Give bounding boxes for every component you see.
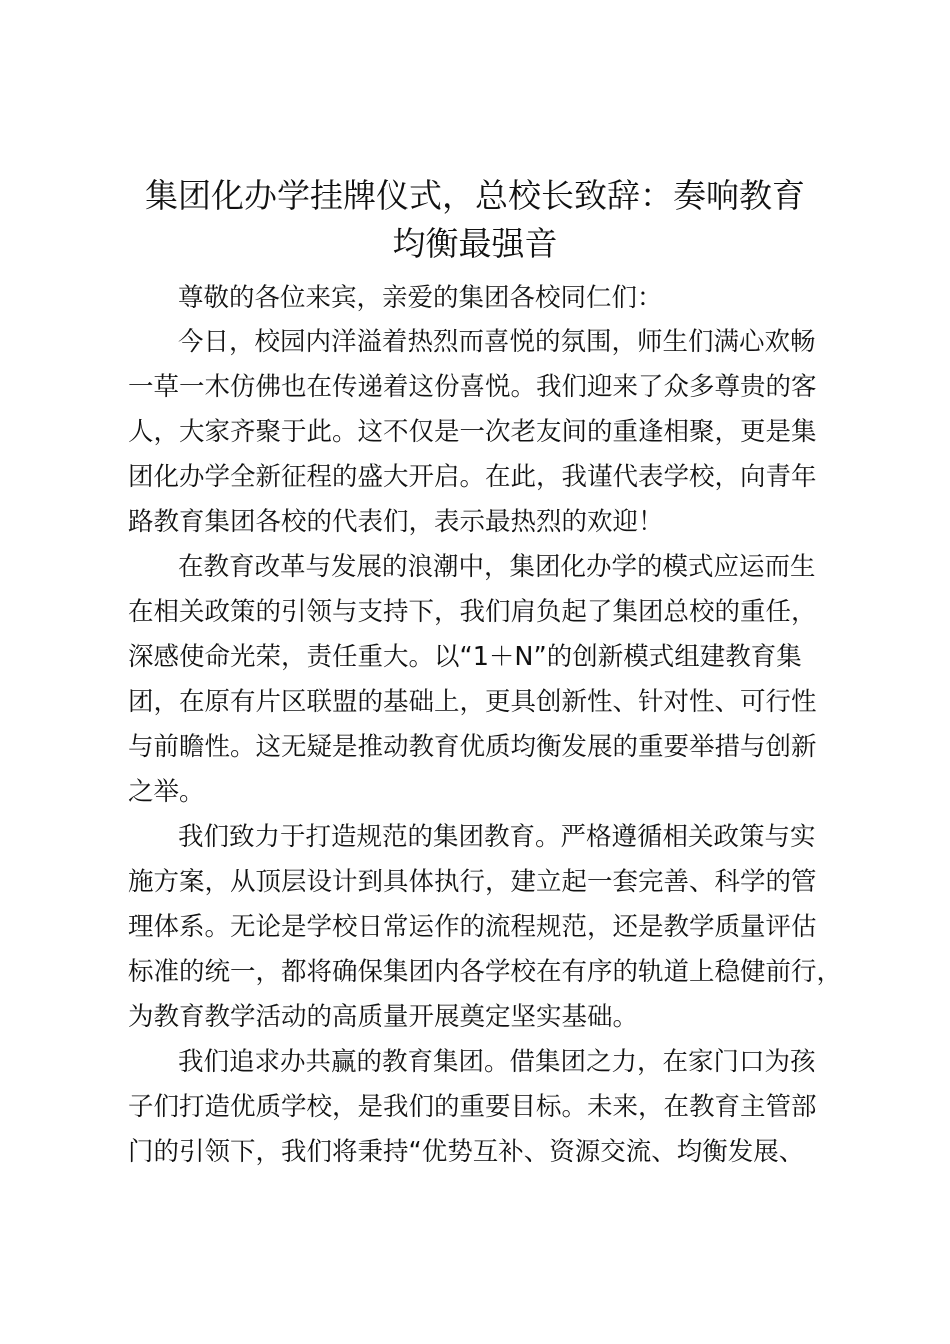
paragraph-2-line: 深感使命光荣，责任重大。以“1＋N”的创新模式组建教育集 — [128, 642, 802, 672]
paragraph-3-line: 理体系。无论是学校日常运作的流程规范，还是教学质量评估 — [128, 912, 817, 942]
paragraph-2-line: 团，在原有片区联盟的基础上，更具创新性、针对性、可行性 — [128, 687, 817, 717]
salutation: 尊敬的各位来宾，亲爱的集团各校同仁们： — [178, 283, 663, 313]
paragraph-3-line: 我们致力于打造规范的集团教育。严格遵循相关政策与实 — [178, 822, 816, 852]
paragraph-3-line: 为教育教学活动的高质量开展奠定坚实基础。 — [128, 1002, 639, 1032]
paragraph-4-line: 我们追求办共赢的教育集团。借集团之力，在家门口为孩 — [178, 1047, 816, 1077]
paragraph-1-line: 今日，校园内洋溢着热烈而喜悦的氛围，师生们满心欢畅 — [178, 327, 816, 357]
document-title-line-2: 均衡最强音 — [392, 224, 558, 263]
paragraph-1-line: 路教育集团各校的代表们，表示最热烈的欢迎！ — [128, 507, 664, 537]
document-title-line-1: 集团化办学挂牌仪式，总校长致辞：奏响教育 — [145, 176, 805, 215]
paragraph-2-line: 与前瞻性。这无疑是推动教育优质均衡发展的重要举措与创新 — [128, 732, 817, 762]
paragraph-2-line: 之举。 — [128, 777, 205, 807]
paragraph-2-line: 在教育改革与发展的浪潮中，集团化办学的模式应运而生 — [178, 552, 816, 582]
paragraph-1-line: 团化办学全新征程的盛大开启。在此，我谨代表学校，向青年 — [128, 462, 817, 492]
paragraph-3-line: 施方案，从顶层设计到具体执行，建立起一套完善、科学的管 — [128, 867, 817, 897]
paragraph-4-line: 子们打造优质学校，是我们的重要目标。未来，在教育主管部 — [128, 1092, 817, 1122]
paragraph-1-line: 一草一木仿佛也在传递着这份喜悦。我们迎来了众多尊贵的客 — [128, 372, 817, 402]
paragraph-1-line: 人，大家齐聚于此。这不仅是一次老友间的重逢相聚，更是集 — [128, 417, 817, 447]
paragraph-4-line: 门的引领下，我们将秉持“优势互补、资源交流、均衡发展、 — [128, 1137, 805, 1167]
paragraph-2-line: 在相关政策的引领与支持下，我们肩负起了集团总校的重任， — [128, 597, 817, 627]
paragraph-3-line: 标准的统一，都将确保集团内各学校在有序的轨道上稳健前行， — [128, 957, 843, 987]
